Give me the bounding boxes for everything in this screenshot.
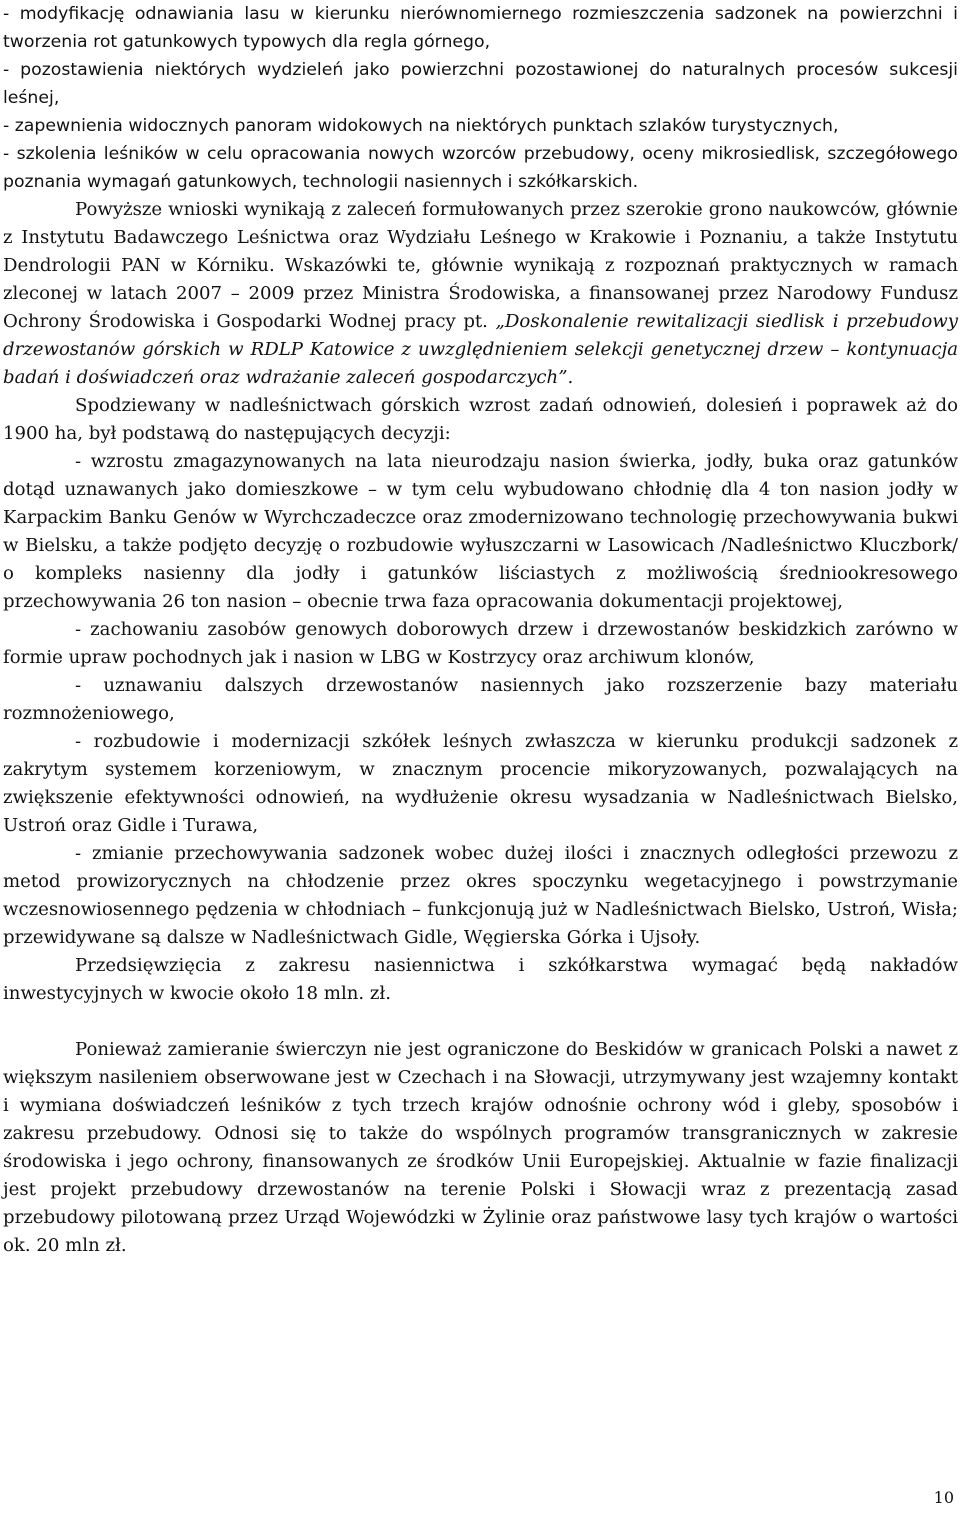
document-body	[3, 0, 958, 1260]
bullet-item: - zapewnienia widocznych panoram widokowych na niektórych punktach szlaków turystycznych,	[3, 116, 839, 136]
bullet-item: - pozostawienia niektórych wydzieleń jako powierzchni pozostawionej do naturalnych procesów sukcesji leśnej,	[3, 60, 958, 108]
decision-item: - rozbudowie i modernizacji szkółek leśnych zwłaszcza w kierunku produkcji sadzonek z zakrytym systemem korzeniowym, w znacznym procencie mikoryzowanych, pozwalających na zwiększenie efektywności odnowień, na wydłużenie okresu wysadzania w Nadleśnictwach Bielsko, Ustroń oraz Gidle i Turawa,	[3, 731, 958, 836]
conclusions-text: Powyższe wnioski wynikają z zaleceń formułowanych przez szerokie grono naukowców, głównie z Instytutu Badawczego Leśnictwa oraz Wydziału Leśnego w Krakowie i Poznaniu, a także Instytutu Dendrologii PAN w Kórniku. Wskazówki te, głównie wynikają z rozpoznań praktycznych w ramach zleconej w latach 2007 – 2009 przez Ministra Środowiska, a finansowanej przez Narodowy Fundusz Ochrony Środowiska i Gospodarki Wodnej pracy pt.	[3, 199, 958, 332]
bullet-item: - modyfikację odnawiania lasu w kierunku nierównomiernego rozmieszczenia sadzonek na powierzchni i tworzenia rot gatunkowych typowych dla regla górnego,	[3, 4, 958, 52]
decision-item: - zmianie przechowywania sadzonek wobec dużej ilości i znacznych odległości przewozu z metod prowizorycznych na chłodzenie przez okres spoczynku wegetacyjnego i powstrzymanie wczesnowiosennego pędzenia w chłodniach – funkcjonują już w Nadleśnictwach Bielsko, Ustroń, Wisła; przewidywane są dalsze w Nadleśnictwach Gidle, Węgierska Górka i Ujsoły.	[3, 843, 958, 948]
decision-item: - uznawaniu dalszych drzewostanów nasiennych jako rozszerzenie bazy materiału rozmnożeniowego,	[3, 675, 958, 724]
paragraph-conclusions	[3, 196, 958, 392]
paragraph-expected: Spodziewany w nadleśnictwach górskich wzrost zadań odnowień, dolesień i poprawek aż do 1900 ha, był podstawą do następujących decyzji:	[3, 395, 958, 444]
page-number: 10	[933, 1488, 954, 1507]
decision-item: - zachowaniu zasobów genowych doborowych drzew i drzewostanów beskidzkich zarówno w formie upraw pochodnych jak i nasion w LBG w Kostrzycy oraz archiwum klonów,	[3, 619, 958, 668]
publication-title: „Doskonalenie rewitalizacji siedlisk i przebudowy drzewostanów górskich w RDLP Katowice z uwzględnieniem selekcji genetycznej drzew – kontynuacja badań i doświadczeń oraz wdrażanie zaleceń gospodarczych”.	[3, 311, 958, 388]
paragraph-investment: Przedsięwzięcia z zakresu nasiennictwa i szkółkarstwa wymagać będą nakładów inwestycyjnych w kwocie około 18 mln. zł.	[3, 955, 958, 1004]
decision-item: - wzrostu zmagazynowanych na lata nieurodzaju nasion świerka, jodły, buka oraz gatunków dotąd uznawanych jako domieszkowe – w tym celu wybudowano chłodnię dla 4 ton nasion jodły w Karpackim Banku Genów w Wyrchczadeczce oraz zmodernizowano technologię przechowywania bukwi w Bielsku, a także podjęto decyzję o rozbudowie wyłuszczarni w Lasowicach /Nadleśnictwo Kluczbork/ o kompleks nasienny dla jodły i gatunków liściastych z możliwością średniookresowego przechowywania 26 ton nasion – obecnie trwa faza opracowania dokumentacji projektowej,	[3, 451, 958, 612]
paragraph-cooperation: Ponieważ zamieranie świerczyn nie jest ograniczone do Beskidów w granicach Polski a nawet z większym nasileniem obserwowane jest w Czechach i na Słowacji, utrzymywany jest wzajemny kontakt i wymiana doświadczeń leśników z tych trzech krajów odnośnie ochrony wód i gleby, sposobów i zakresu przebudowy. Odnosi się to także do wspólnych programów transgranicznych w zakresie środowiska i jego ochrony, finansowanych ze środków Unii Europejskiej. Aktualnie w fazie finalizacji jest projekt przebudowy drzewostanów na terenie Polski i Słowacji wraz z prezentacją zasad przebudowy pilotowaną przez Urząd Wojewódzki w Żylinie oraz państwowe lasy tych krajów o wartości ok. 20 mln zł.	[3, 1039, 958, 1256]
bullet-item: - szkolenia leśników w celu opracowania nowych wzorców przebudowy, oceny mikrosiedlisk, szczegółowego poznania wymagań gatunkowych, technologii nasiennych i szkółkarskich.	[3, 144, 958, 192]
